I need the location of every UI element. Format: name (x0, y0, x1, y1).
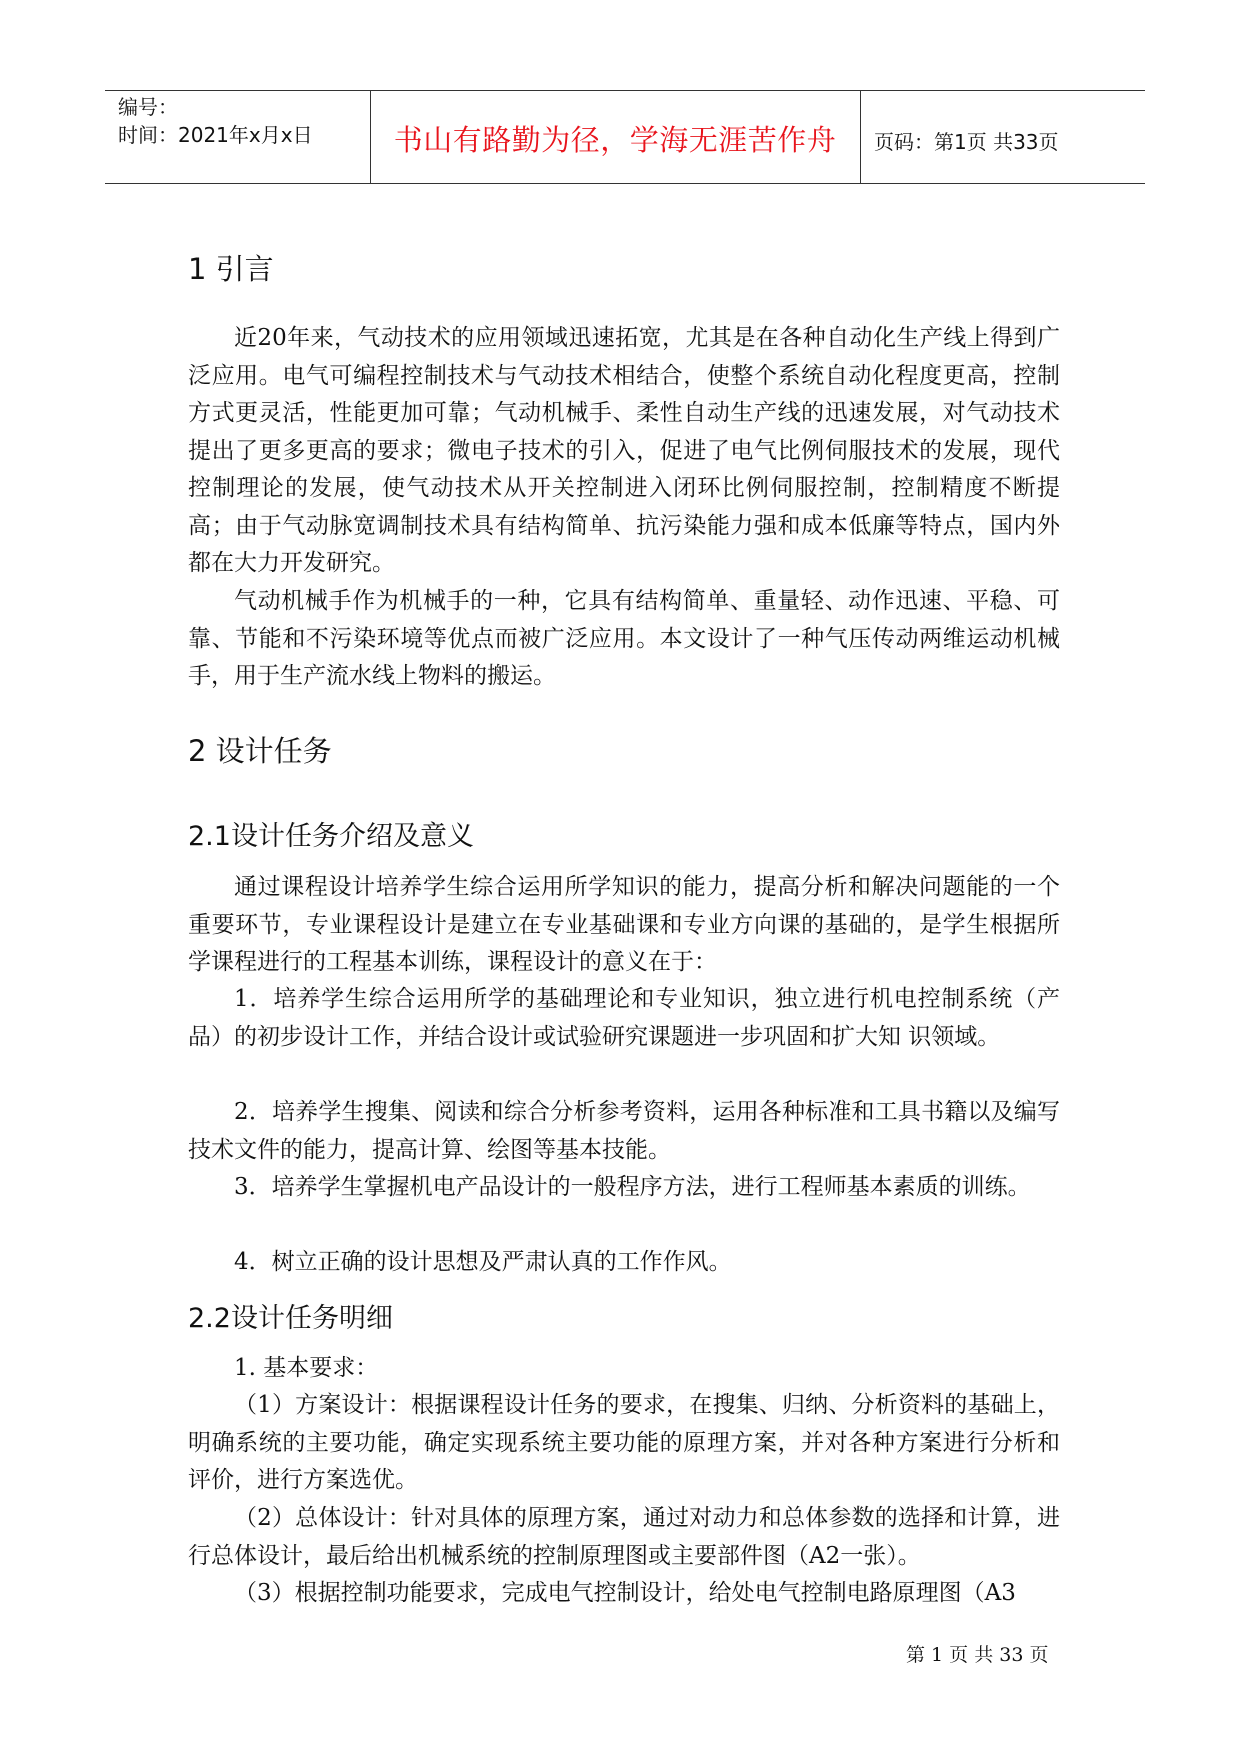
section-2-2-item-3: （3）根据控制功能要求，完成电气控制设计，给处电气控制电路原理图（A3 (234, 1580, 1016, 1606)
document-number-label: 编号： (118, 95, 178, 119)
header-meta (118, 93, 313, 149)
section-2-1-title: 2.1设计任务介绍及意义 (188, 821, 474, 852)
document-date-label: 时间：2021年x月x日 (118, 123, 313, 147)
section-1-paragraph-2: 气动机械手作为机械手的一种，它具有结构简单、重量轻、动作迅速、平稳、可靠、节能和不污染环境等优点而被广泛应用。本文设计了一种气压传动两维运动机械手，用于生产流水线上物料的搬运。 (188, 588, 1060, 689)
section-2-2-basic-requirements: 1. 基本要求： (234, 1355, 379, 1381)
section-2-2-title: 2.2设计任务明细 (188, 1303, 393, 1334)
section-2-1-item-3: 3．培养学生掌握机电产品设计的一般程序方法，进行工程师基本素质的训练。 (234, 1174, 1031, 1200)
section-2-2-item-1: （1）方案设计：根据课程设计任务的要求，在搜集、归纳、分析资料的基础上，明确系统的主要功能，确定实现系统主要功能的原理方案，并对各种方案进行分析和评价，进行方案选优。 (188, 1392, 1060, 1493)
header-top-rule (105, 90, 1145, 91)
header-page-number: 页码：第1页 共33页 (874, 130, 1059, 154)
section-2-2-item-2: （2）总体设计：针对具体的原理方案，通过对动力和总体参数的选择和计算，进行总体设计，最后给出机械系统的控制原理图或主要部件图（A2一张）。 (188, 1505, 1060, 1569)
section-1-title: 1 引言 (188, 252, 274, 286)
section-2-1-item-4: 4．树立正确的设计思想及严肃认真的工作作风。 (234, 1249, 732, 1275)
footer-page-number: 第 1 页 共 33 页 (906, 1644, 1049, 1666)
section-2-title: 2 设计任务 (188, 734, 332, 768)
header-bottom-rule (105, 183, 1145, 184)
section-2-1-paragraph-1: 通过课程设计培养学生综合运用所学知识的能力，提高分析和解决问题能的一个重要环节，专业课程设计是建立在专业基础课和专业方向课的基础的，是学生根据所学课程进行的工程基本训练，课程设计的意义在于： (188, 874, 1060, 975)
section-1-paragraph-1: 近20年来，气动技术的应用领域迅速拓宽，尤其是在各种自动化生产线上得到广泛应用。电气可编程控制技术与气动技术相结合，使整个系统自动化程度更高，控制方式更灵活，性能更加可靠；气动机械手、柔性自动生产线的迅速发展，对气动技术提出了更多更高的要求；微电子技术的引入，促进了电气比例伺服技术的发展，现代控制理论的发展，使气动技术从开关控制进入闭环比例伺服控制，控制精度不断提高；由于气动脉宽调制技术具有结构简单、抗污染能力强和成本低廉等特点，国内外都在大力开发研究。 (188, 325, 1060, 576)
header-motto: 书山有路勤为径，学海无涯苦作舟 (393, 123, 837, 157)
section-2-1-item-1: 1．培养学生综合运用所学的基础理论和专业知识，独立进行机电控制系统（产品）的初步设计工作，并结合设计或试验研究课题进一步巩固和扩大知 识领域。 (188, 986, 1060, 1050)
section-2-1-item-2: 2．培养学生搜集、阅读和综合分析参考资料，运用各种标准和工具书籍以及编写技术文件的能力，提高计算、绘图等基本技能。 (188, 1099, 1060, 1163)
header-divider-right (860, 90, 861, 184)
